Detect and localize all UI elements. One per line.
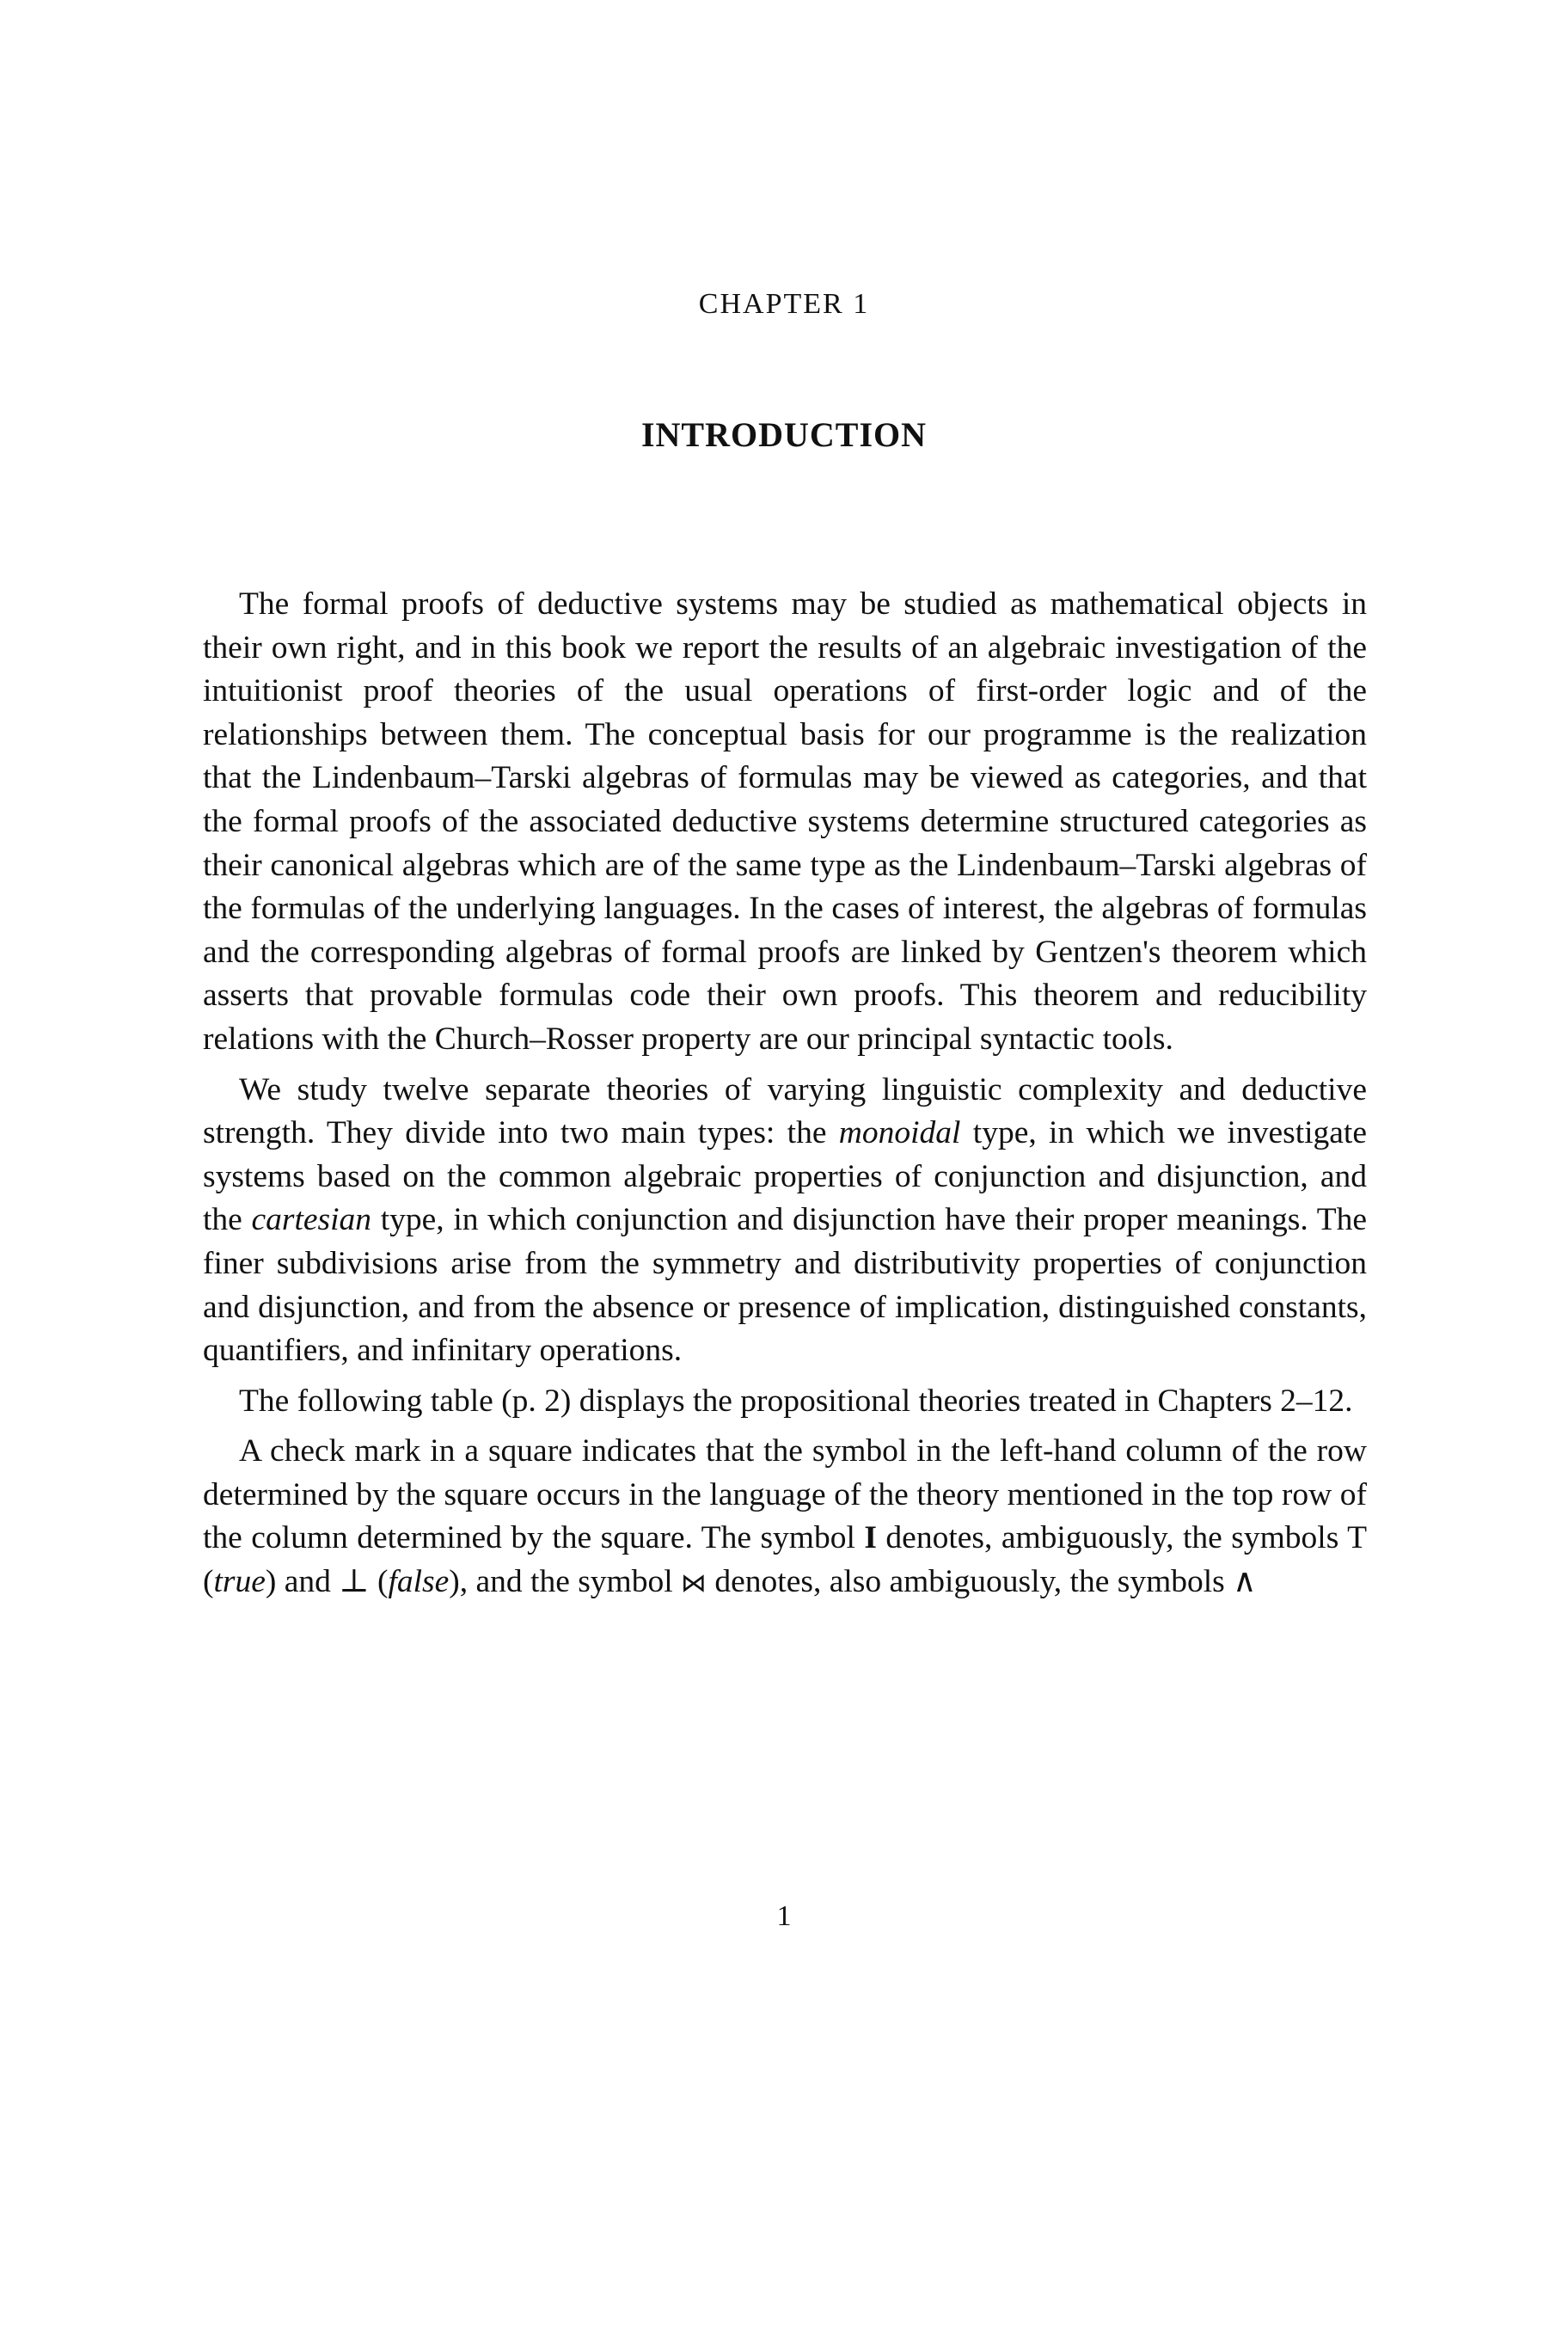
chapter-title: INTRODUCTION (640, 415, 928, 454)
paragraph-2 (203, 1069, 1367, 1373)
body-text (203, 583, 1367, 1606)
paragraph-4-part-2: denotes, ambiguously, the symbols T ( (203, 1520, 1367, 1600)
paragraph-4-part-3: ) and ⊥ ( (265, 1564, 389, 1600)
term-true: true (213, 1564, 266, 1600)
term-monoidal: monoidal (838, 1115, 961, 1151)
term-cartesian: cartesian (251, 1202, 372, 1238)
paragraph-2-part-3: type, in which conjunction and disjunction have their proper meanings. The finer subdivisions arise from the symmetry and distributivity properties of conjunction and disjunction, and from the absence or presence of implication, distinguished constants, quantifiers, and infinitary operations. (203, 1202, 1367, 1369)
paragraph-3 (203, 1380, 1367, 1424)
page-number: 1 (776, 1900, 792, 1932)
paragraph-1 (203, 583, 1367, 1062)
symbol-i: I (864, 1520, 877, 1556)
chapter-label: CHAPTER 1 (698, 288, 870, 320)
paragraph-1-text: The formal proofs of deductive systems may be studied as mathematical objects in their own right, and in this book we report the results of an algebraic investigation of the intuitionist proof theories of the usual operations of first-order logic and of the relationships between them. The conceptual basis for our programme is the realization that the Lindenbaum–Tarski algebras of formulas may be viewed as categories, and that the formal proofs of the associated deductive systems determine structured categories as their canonical algebras which are of the same type as the Lindenbaum–Tarski algebras of the formulas of the underlying languages. In the cases of interest, the algebras of formulas and the corresponding algebras of formal proofs are linked by Gentzen's theorem which asserts that provable formulas code their own proofs. This theorem and reducibility relations with the Church–Rosser property are our principal syntactic tools. (203, 586, 1367, 1057)
paragraph-2-part-1: We study twelve separate theories of varying linguistic complexity and deductive strength. They divide into two main types: the (203, 1071, 1367, 1151)
paragraph-4-part-5: denotes, also ambiguously, the symbols ∧ (707, 1564, 1257, 1600)
paragraph-3-text: The following table (p. 2) displays the propositional theories treated in Chapters 2–12. (239, 1383, 1353, 1419)
paragraph-4 (203, 1430, 1367, 1605)
term-false: false (388, 1564, 450, 1600)
symbol-bowtie: ⋈ (681, 1568, 707, 1599)
paragraph-4-part-4: ), and the symbol (449, 1564, 682, 1600)
paragraph-2-part-2: type, in which we investigate systems based on the common algebraic properties of conjunction and disjunction, and the (203, 1115, 1367, 1238)
paragraph-4-part-1: A check mark in a square indicates that the symbol in the left-hand column of the row determined by the square occurs in the language of the theory mentioned in the top row of the column determined by the square. The symbol (203, 1433, 1367, 1556)
